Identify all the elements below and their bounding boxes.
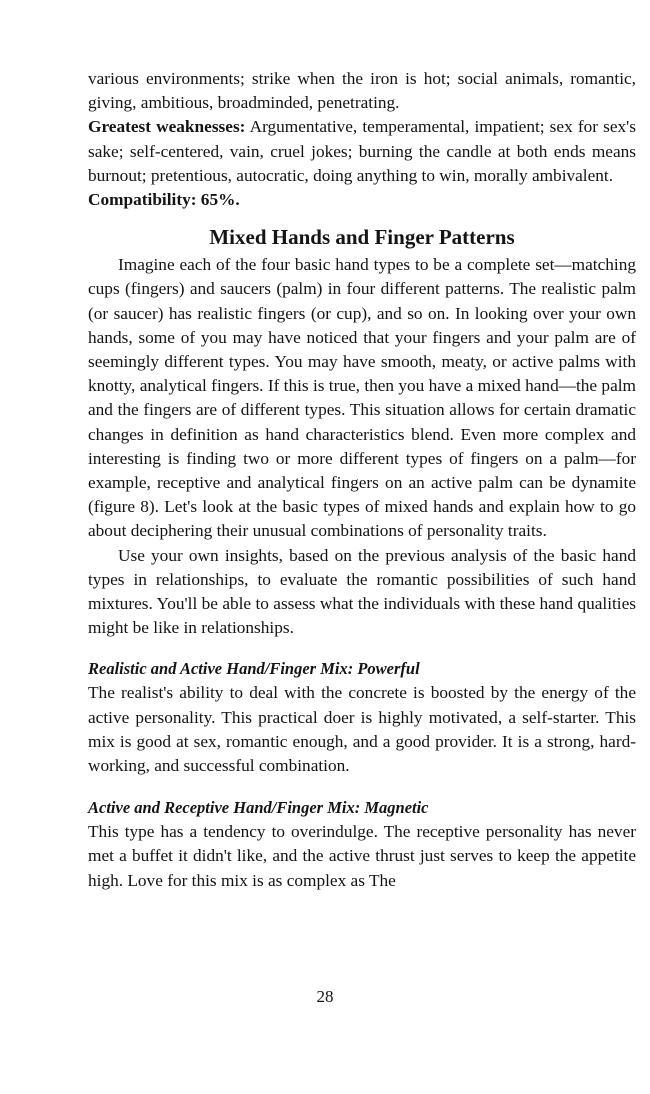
weaknesses-paragraph [88,115,636,188]
page-number: 28 [316,987,334,1006]
subsection-text-active-receptive: This type has a tendency to overindulge. The receptive personality has never met a buffet it didn't like, and the active thrust just serves to keep the appetite high. Love for this mix is as complex as The [88,822,636,890]
subsection-heading-active-receptive: Active and Receptive Hand/Finger Mix: Magnetic [88,798,429,818]
section-heading: Mixed Hands and Finger Patterns [209,225,515,250]
subsection-heading-realistic-active: Realistic and Active Hand/Finger Mix: Powerful [88,659,420,679]
section-paragraph-1: Imagine each of the four basic hand types to be a complete set—matching cups (fingers) and saucers (palm) in four different patterns. The realistic palm (or saucer) has realistic fingers (or cup), and so on. In looking over your own hands, some of you may have noticed that your fingers and your palm are of seemingly different types. You may have smooth, meaty, or active palms with knotty, analytical fingers. If this is true, then you have a mixed hand—the palm and the fingers are of different types. This situation allows for certain dramatic changes in definition as hand characteristics blend. Even more complex and interesting is finding two or more different types of fingers on a palm—for example, receptive and analytical fingers on an active palm can be dynamite (figure 8). Let's look at the basic types of mixed hands and explain how to go about deciphering their unusual combinations of personality traits. [88,255,636,541]
subsection-text-realistic-active: The realist's ability to deal with the concrete is boosted by the energy of the active personality. This practical doer is highly motivated, a self-starter. This mix is good at sex, romantic enough, and a good provider. It is a strong, hard-working, and successful combination. [88,683,636,776]
book-page [88,67,636,893]
section-paragraph-2: Use your own insights, based on the previous analysis of the basic hand types in relationships, to evaluate the romantic possibilities of such hand mixtures. You'll be able to assess what the individuals with these hand qualities might be like in relationships. [88,545,636,638]
weaknesses-text: Argumentative, temperamental, impatient; sex for sex's sake; self-centered, vain, cruel jokes; burning the candle at both ends means burnout; pretentious, autocratic, doing anything to win, morally ambivalent. [88,117,636,185]
compatibility-line: Compatibility: 65%. [88,190,240,210]
continued-paragraph: various environments; strike when the iron is hot; social animals, romantic, giving, ambitious, broadminded, penetrating. [88,69,636,113]
weaknesses-label: Greatest weaknesses: [88,117,246,137]
